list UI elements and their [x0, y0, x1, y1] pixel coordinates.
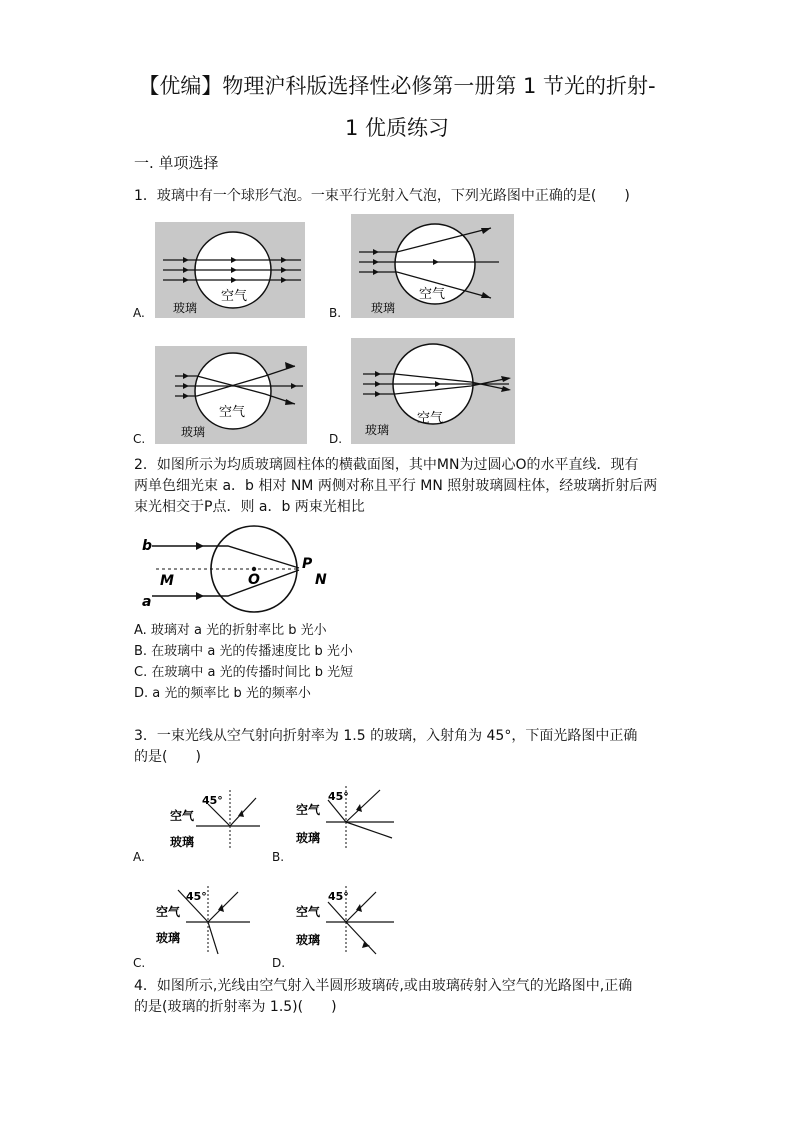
q3a-glass: 玻璃	[170, 835, 195, 849]
q2-choice-b[interactable]: B. 在玻璃中 a 光的传播速度比 b 光小	[134, 644, 353, 659]
q2-figure	[140, 522, 340, 622]
q1-figure-c	[155, 346, 307, 444]
q4-stem-line1: 4．如图所示,光线由空气射入半圆形玻璃砖,或由玻璃砖射入空气的光路图中,正确	[134, 978, 633, 994]
q2-choice-d[interactable]: D. a 光的频率比 b 光的频率小	[134, 686, 311, 701]
page-title-line1: 【优编】物理沪科版选择性必修第一册第 1 节光的折射-	[138, 74, 656, 98]
q1-figure-d	[351, 338, 515, 444]
q3-option-a[interactable]: A.	[133, 850, 145, 864]
q3b-angle: 45°	[328, 790, 349, 803]
q4-stem-line2: 的是(玻璃的折射率为 1.5)( )	[134, 999, 337, 1015]
q2-choice-a[interactable]: A. 玻璃对 a 光的折射率比 b 光小	[134, 623, 327, 638]
section-heading: 一. 单项选择	[134, 154, 219, 172]
q3a-air: 空气	[170, 809, 195, 823]
q2-label-o: O	[248, 572, 260, 588]
q3c-glass: 玻璃	[156, 931, 181, 945]
q1b-air-label: 空气	[419, 287, 446, 302]
q3-figure-c	[156, 886, 256, 956]
q2-stem-line2: 两单色细光束 a．b 相对 NM 两侧对称且平行 MN 照射玻璃圆柱体，经玻璃折射后两	[134, 478, 658, 494]
q2-label-n: N	[315, 572, 327, 588]
q3-stem-line1: 3．一束光线从空气射向折射率为 1.5 的玻璃，入射角为 45°，下面光路图中正确	[134, 728, 638, 744]
q1c-air-label: 空气	[219, 405, 246, 420]
q3-option-d[interactable]: D.	[272, 956, 286, 970]
q3-option-c[interactable]: C.	[133, 956, 146, 970]
q2-label-p: P	[302, 556, 313, 572]
q3-option-b[interactable]: B.	[272, 850, 285, 864]
q2-label-a: a	[142, 594, 152, 610]
q3c-angle: 45°	[186, 890, 207, 903]
q2-stem-line3: 束光相交于P点．则 a．b 两束光相比	[134, 499, 365, 515]
q1-stem: 1．玻璃中有一个球形气泡。一束平行光射入气泡，下列光路图中正确的是( )	[134, 188, 630, 204]
q1c-glass-label: 玻璃	[181, 425, 206, 439]
q1-figure-a	[155, 222, 305, 318]
q3d-air: 空气	[296, 905, 321, 919]
q3a-angle: 45°	[202, 794, 223, 807]
q1-option-c[interactable]: C.	[133, 432, 146, 446]
q1b-glass-label: 玻璃	[371, 301, 396, 315]
q1-option-d[interactable]: D.	[329, 432, 343, 446]
q1d-air-label: 空气	[417, 411, 444, 426]
q1-figure-b	[351, 214, 514, 318]
q1d-glass-label: 玻璃	[365, 423, 390, 437]
q3-figure-d	[296, 886, 396, 956]
q2-label-m: M	[160, 573, 174, 589]
q2-stem-line1: 2．如图所示为均质玻璃圆柱体的横截面图，其中MN为过圆心O的水平直线．现有	[134, 457, 639, 473]
q3b-air: 空气	[296, 803, 321, 817]
q1-option-b[interactable]: B.	[329, 306, 342, 320]
q3b-glass: 玻璃	[296, 831, 321, 845]
q1-option-a[interactable]: A.	[133, 306, 145, 320]
q2-choice-c[interactable]: C. 在玻璃中 a 光的传播时间比 b 光短	[134, 665, 354, 680]
q1a-glass-label: 玻璃	[173, 301, 198, 315]
q3-figure-b	[296, 786, 396, 850]
page-title-line2: 1 优质练习	[344, 116, 450, 140]
q2-label-b: b	[142, 538, 153, 554]
q1a-air-label: 空气	[221, 289, 248, 304]
q3-figure-a	[168, 786, 264, 850]
q3-stem-line2: 的是( )	[134, 749, 201, 765]
q3c-air: 空气	[156, 905, 181, 919]
q3d-angle: 45°	[328, 890, 349, 903]
q3d-glass: 玻璃	[296, 933, 321, 947]
